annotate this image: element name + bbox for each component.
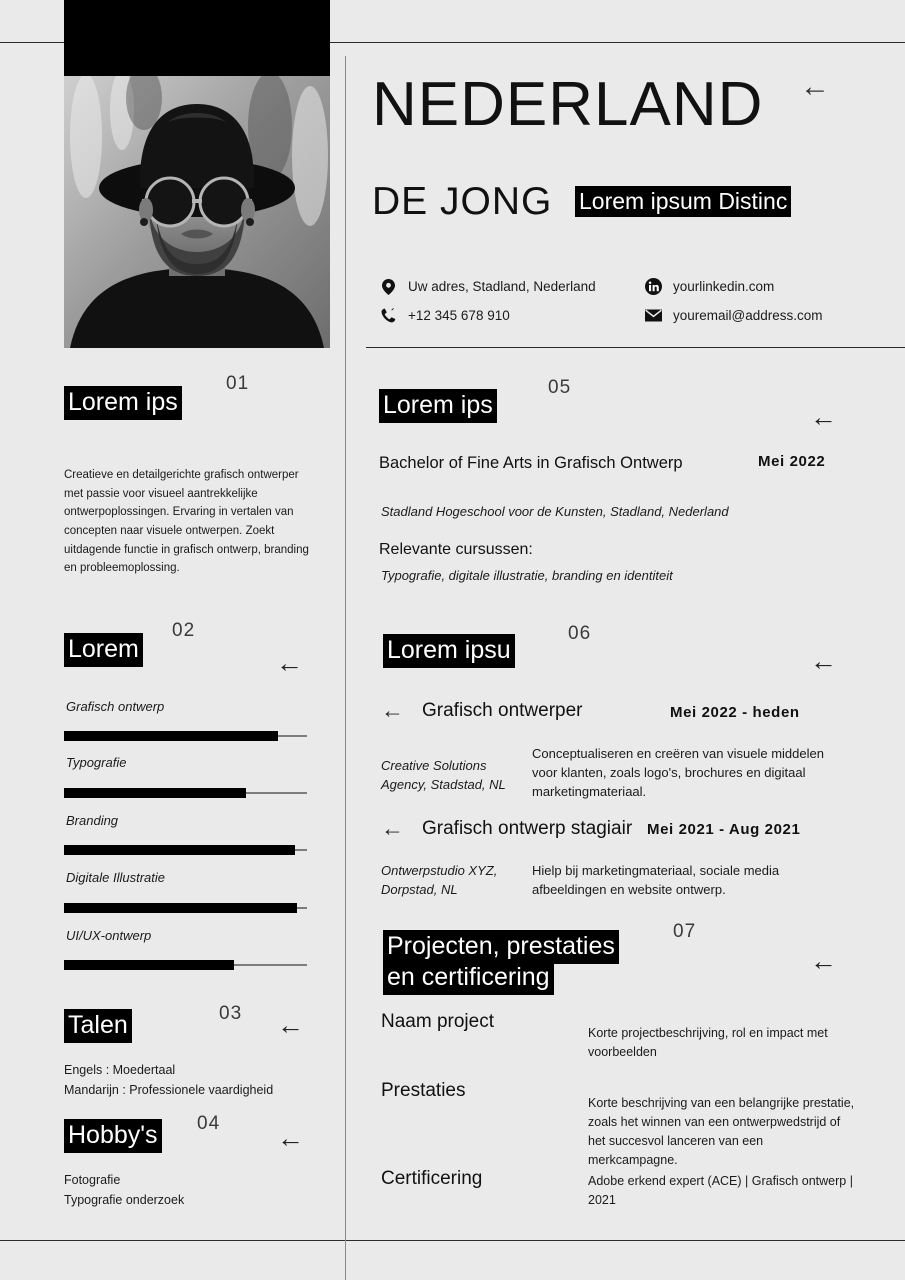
hobbies-arrow-icon: ← — [277, 1123, 304, 1153]
skill-track — [64, 735, 307, 737]
photo-portrait-image — [64, 76, 330, 348]
job-company: Creative Solutions Agency, Stadstad, NL — [381, 758, 506, 792]
linkedin-icon — [645, 278, 662, 295]
skill-label: Typografie — [66, 755, 127, 770]
section-heading-languages — [64, 1010, 132, 1041]
education-date: Mei 2022 — [758, 453, 826, 470]
skill-track — [64, 849, 307, 851]
header-arrow-icon: ← — [800, 70, 830, 103]
section-heading-profile — [64, 387, 182, 418]
projects-arrow-icon: ← — [810, 946, 837, 976]
job-date: Mei 2021 - Aug 2021 — [647, 821, 801, 838]
education-school: Stadland Hogeschool voor de Kunsten, Stadland, Nederland — [381, 504, 729, 519]
job-description: Conceptualiseren en creëren van visuele middelen voor klanten, zoals logo's, brochures en digitaal marketingmateriaal. — [532, 746, 824, 800]
job-title: Grafisch ontwerp stagiair — [422, 818, 633, 839]
section-heading-hobbies — [64, 1120, 162, 1151]
section-heading-projects — [383, 931, 641, 992]
skill-fill — [64, 788, 246, 798]
photo-top-band — [64, 0, 330, 76]
education-degree: Bachelor of Fine Arts in Grafisch Ontwerp — [379, 454, 683, 472]
language-item: Mandarijn : Professionele vaardigheid — [64, 1083, 274, 1097]
project-row-description: Korte projectbeschrijving, rol en impact met voorbeelden — [588, 1026, 828, 1059]
section-heading-skills — [64, 634, 143, 665]
last-name: DE JONG — [372, 180, 553, 223]
education-heading-text: Lorem ips — [379, 389, 497, 423]
skill-label: Branding — [66, 813, 119, 828]
bottom-rule — [0, 1240, 905, 1241]
skills-arrow-icon: ← — [276, 648, 303, 678]
experience-arrow-icon: ← — [810, 646, 837, 676]
projects-heading-text: Projecten, prestaties en certificering — [383, 930, 619, 995]
job-date: Mei 2022 - heden — [670, 704, 800, 721]
contact-linkedin-text: yourlinkedin.com — [673, 279, 775, 294]
skill-track — [64, 792, 307, 794]
skill-fill — [64, 845, 295, 855]
job-company: Ontwerpstudio XYZ, Dorpstad, NL — [381, 863, 498, 897]
skill-label: UI/UX-ontwerp — [66, 928, 152, 943]
languages-heading-text: Talen — [64, 1009, 132, 1043]
section-number-06: 06 — [568, 623, 592, 644]
project-row-description: Korte beschrijving van een belangrijke prestatie, zoals het winnen van een ontwerpwedstrijd of het succesvol lanceren van een merkcampagne. — [588, 1096, 855, 1167]
phone-icon — [380, 307, 397, 324]
education-arrow-icon: ← — [810, 402, 837, 432]
contact-phone — [380, 307, 510, 324]
project-row-label: Prestaties — [381, 1080, 466, 1101]
skill-track — [64, 964, 307, 966]
project-row-description: Adobe erkend expert (ACE) | Grafisch ontwerp | 2021 — [588, 1174, 853, 1207]
job-arrow-icon: ← — [381, 697, 404, 723]
hobby-item: Fotografie — [64, 1173, 121, 1187]
experience-heading-text: Lorem ipsu — [383, 634, 515, 668]
education-courses-label: Relevante cursussen: — [379, 541, 533, 558]
job-title-badge: Lorem ipsum Distinc — [575, 186, 791, 217]
language-item: Engels : Moedertaal — [64, 1063, 176, 1077]
job-arrow-icon: ← — [381, 815, 404, 841]
skill-label: Grafisch ontwerp — [66, 699, 165, 714]
project-row-label: Certificering — [381, 1168, 483, 1189]
contact-address — [380, 278, 596, 295]
project-row-label: Naam project — [381, 1011, 494, 1032]
location-pin-icon — [380, 278, 397, 295]
job-title: Grafisch ontwerper — [422, 700, 583, 721]
skill-label: Digitale Illustratie — [66, 870, 165, 885]
section-number-05: 05 — [548, 377, 572, 398]
contact-linkedin[interactable] — [645, 278, 774, 295]
contact-email[interactable] — [645, 307, 823, 324]
column-divider — [345, 56, 346, 1280]
section-number-01: 01 — [226, 373, 250, 394]
skill-fill — [64, 731, 278, 741]
profile-photo — [64, 0, 330, 348]
hobby-item: Typografie onderzoek — [64, 1193, 185, 1207]
section-number-07: 07 — [673, 921, 697, 942]
profile-text: Creatieve en detailgerichte grafisch ontwerper met passie voor visueel aantrekkelijke ontwerpoplossingen. Ervaring in vertalen van concepten naar visuele ontwerpen. Zoekt uitdagende functie in grafisch ontwerp, branding en probleemoplossing. — [64, 469, 309, 575]
skills-heading-text: Lorem — [64, 633, 143, 667]
contact-address-text: Uw adres, Stadland, Nederland — [408, 279, 596, 294]
skill-fill — [64, 960, 234, 970]
contact-rule — [366, 347, 905, 348]
email-envelope-icon — [645, 307, 662, 324]
contact-email-text: youremail@address.com — [673, 308, 823, 323]
section-number-03: 03 — [219, 1003, 243, 1024]
first-name: NEDERLAND — [372, 70, 764, 139]
contact-phone-text: +12 345 678 910 — [408, 308, 510, 323]
section-heading-education — [379, 390, 497, 421]
job-description: Hielp bij marketingmateriaal, sociale media afbeeldingen en website ontwerp. — [532, 863, 780, 898]
hobbies-heading-text: Hobby's — [64, 1119, 162, 1153]
skill-track — [64, 907, 307, 909]
section-number-02: 02 — [172, 620, 196, 641]
section-heading-experience — [383, 635, 515, 666]
skill-fill — [64, 903, 297, 913]
languages-arrow-icon: ← — [277, 1010, 304, 1040]
profile-heading-text: Lorem ips — [64, 386, 182, 420]
portrait-illustration — [64, 76, 330, 348]
education-courses: Typografie, digitale illustratie, branding en identiteit — [381, 568, 673, 583]
section-number-04: 04 — [197, 1113, 221, 1134]
